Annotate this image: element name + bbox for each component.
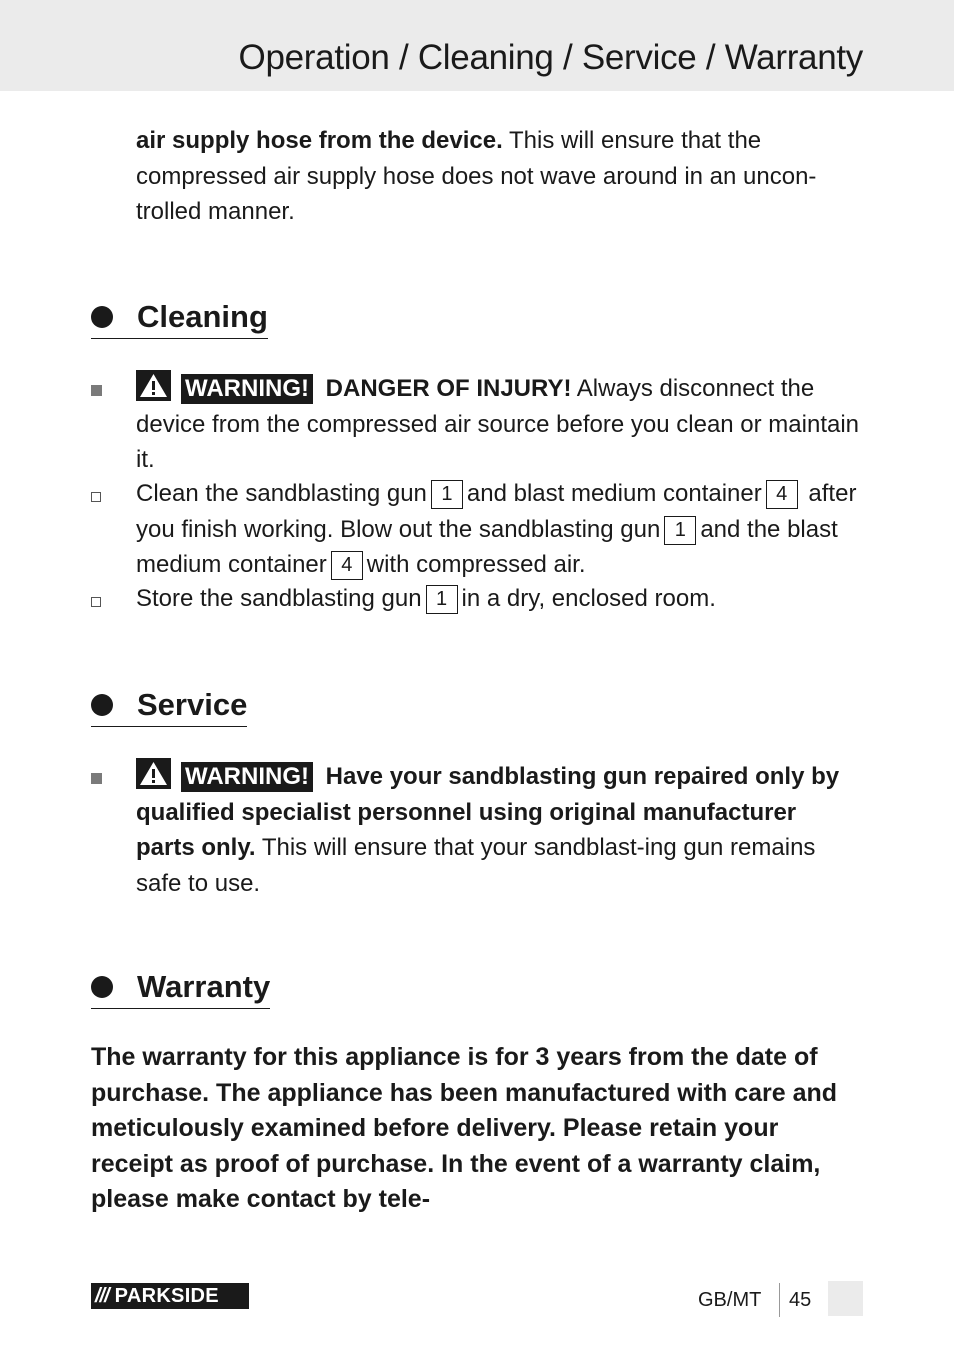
- section-title-service: Service: [137, 687, 248, 722]
- page-number: 45: [789, 1289, 812, 1311]
- cleaning-step-store: [136, 581, 860, 617]
- step-text: Store the sandblasting gun: [136, 585, 422, 612]
- service-warning: [136, 758, 860, 901]
- step-text: Clean the sandblasting gun: [136, 480, 427, 507]
- part-reference-badge: 4: [766, 480, 798, 509]
- warning-label: WARNING!: [181, 762, 313, 792]
- section-bullet-icon: [91, 306, 113, 328]
- intro-bold-text: air supply hose from the device.: [136, 127, 503, 154]
- section-title-warranty: Warranty: [137, 969, 271, 1004]
- section-heading-cleaning: [91, 296, 268, 339]
- cleaning-warning-bold: DANGER OF INJURY!: [318, 375, 572, 402]
- part-reference-badge: 1: [664, 516, 696, 545]
- empty-square-bullet-icon: [91, 492, 101, 502]
- warning-label: WARNING!: [181, 374, 313, 404]
- cleaning-step-clean: [136, 476, 860, 583]
- part-reference-badge: 1: [431, 480, 463, 509]
- filled-square-bullet-icon: [91, 385, 102, 396]
- filled-square-bullet-icon: [91, 773, 102, 784]
- footer-tab-marker: [828, 1281, 863, 1316]
- warning-triangle-icon: [136, 370, 171, 401]
- empty-square-bullet-icon: [91, 597, 101, 607]
- page-header: [0, 0, 954, 91]
- page-title: Operation / Cleaning / Service / Warranty: [238, 38, 863, 77]
- section-title-cleaning: Cleaning: [137, 299, 268, 334]
- step-text: and blast medium container: [466, 480, 762, 507]
- step-text: in a dry, enclosed room.: [461, 585, 716, 612]
- section-bullet-icon: [91, 694, 113, 716]
- logo-text: PARKSIDE: [114, 1284, 219, 1307]
- service-warning-bold: Have your sandblasting gun repaired only by qualified specialist personnel using original manufacturer parts only.: [136, 763, 840, 861]
- cleaning-warning: [136, 370, 860, 478]
- part-reference-badge: 4: [331, 551, 363, 580]
- warranty-paragraph: The warranty for this appliance is for 3 years from the date of purchase. The appliance has been manufactured with care and meticulously examined before delivery. Please retain your receipt as proof of purchase. In the event of a warranty claim, please make contact by tele-: [91, 1043, 838, 1213]
- step-text: and the blast medium container: [136, 515, 838, 578]
- intro-paragraph: [136, 123, 860, 230]
- service-warning-text: This will ensure that your sandblast-ing gun remains safe to use.: [136, 834, 816, 897]
- footer-locale: GB/MT: [698, 1289, 762, 1311]
- logo-slashes: ///: [95, 1284, 109, 1307]
- intro-text: This will ensure that the compressed air supply hose does not wave around in an uncon-trolled manner.: [136, 127, 817, 225]
- part-reference-badge: 1: [426, 585, 458, 614]
- section-heading-service: [91, 684, 247, 727]
- warning-triangle-icon: [136, 758, 171, 789]
- cleaning-warning-text: Always disconnect the device from the compressed air source before you clean or maintain it.: [136, 375, 860, 473]
- parkside-logo: [91, 1283, 249, 1309]
- step-text: with compressed air.: [366, 551, 586, 578]
- section-bullet-icon: [91, 976, 113, 998]
- step-text: after you finish working. Blow out the sandblasting gun: [136, 480, 857, 543]
- footer-divider: [779, 1283, 780, 1317]
- section-heading-warranty: [91, 966, 270, 1009]
